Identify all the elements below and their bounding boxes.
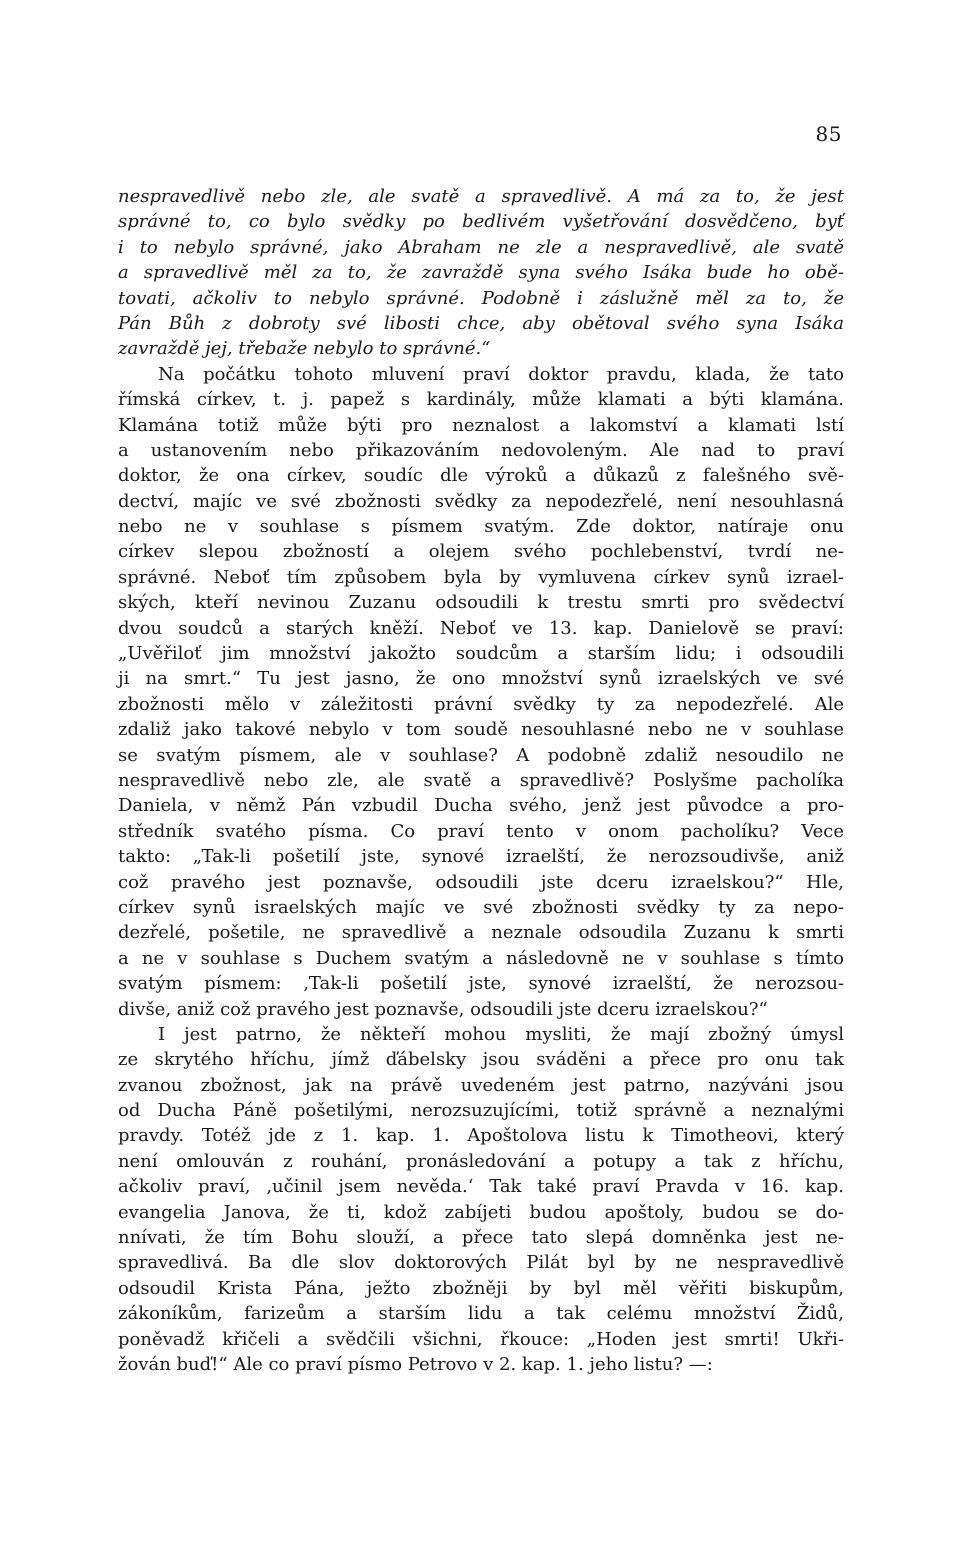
body-text <box>118 184 844 1377</box>
text-line: zavraždě jej, třebaže nebylo to správné.“ <box>118 338 491 360</box>
text-line: zdaliž jako takové nebylo v tom soudě nesouhlasné nebo ne v souhlase <box>118 719 844 741</box>
text-line: a ustanovením nebo přikazováním nedovoleným. Ale nad to praví <box>118 439 844 461</box>
text-line: divše, aniž což pravého jest poznavše, odsoudili jste dceru izraelskou?“ <box>118 998 768 1020</box>
text-line: zvanou zbožnost, jak na právě uvedeném jest patrno, nazýváni jsou <box>118 1074 844 1096</box>
text-line: dvou soudců a starých kněží. Neboť ve 13. kap. Danielově se praví: <box>118 617 844 639</box>
text-line: středník svatého písma. Co praví tento v onom pacholíku? Vece <box>118 820 844 842</box>
text-line: poněvadž křičeli a svědčili všichni, řkouce: „Hoden jest smrti! Ukři- <box>118 1328 844 1350</box>
text-line: zákoníkům, farizeům a starším lidu a tak celému množství Židů, <box>118 1303 844 1325</box>
text-line: žován buď!“ Ale co praví písmo Petrovo v 2. kap. 1. jeho listu? —: <box>118 1353 713 1375</box>
text-line: Na počátku tohoto mluvení praví doktor pravdu, klada, že tato <box>158 363 844 385</box>
text-line: doktor, že ona církev, soudíc dle výroků a důkazů z falešného svě- <box>118 465 844 487</box>
text-line: svatým písmem: ‚Tak-li pošetilí jste, synové izraelští, že nerozsou- <box>118 973 844 995</box>
text-line: pravdy. Totéž jde z 1. kap. 1. Apoštolova listu k Timotheovi, který <box>118 1125 844 1147</box>
text-line: ačkoliv praví, ‚učinil jsem nevěda.‘ Tak také praví Pravda v 16. kap. <box>118 1176 844 1198</box>
page-number: 85 <box>815 122 842 146</box>
text-line: evangelia Janova, že ti, kdož zabíjeti budou apoštoly, budou se do- <box>118 1201 844 1223</box>
text-line: se svatým písmem, ale v souhlase? A podobně zdaliž nesoudilo ne <box>118 744 844 766</box>
text-line: správné. Neboť tím způsobem byla by vymluvena církev synů izrael- <box>118 566 844 588</box>
text-line: od Ducha Páně pošetilými, nerozsuzujícími, totiž správně a neznalými <box>118 1100 844 1122</box>
text-line: tovati, ačkoliv to nebylo správné. Podobně i záslužně měl za to, že <box>118 287 844 309</box>
text-line: římská církev, t. j. papež s kardinály, může klamati a býti klamána. <box>118 389 844 411</box>
text-line: a spravedlivě měl za to, že zavraždě syna svého Isáka bude ho obě- <box>118 262 844 284</box>
text-line: Daniela, v němž Pán vzbudil Ducha svého, jenž jest původce a pro- <box>118 795 844 817</box>
text-line: nespravedlivě nebo zle, ale svatě a spravedlivě? Poslyšme pacholíka <box>118 769 844 791</box>
text-line: ských, kteří nevinou Zuzanu odsoudili k trestu smrti pro svědectví <box>118 592 844 614</box>
text-line: Pán Bůh z dobroty své libosti chce, aby obětoval svého syna Isáka <box>118 312 844 334</box>
text-line: takto: „Tak-li pošetilí jste, synové izraelští, že nerozsoudivše, aniž <box>118 846 844 868</box>
text-line: což pravého jest poznavše, odsoudili jste dceru izraelskou?“ Hle, <box>118 871 844 893</box>
text-line: dezřelé, pošetile, ne spravedlivě a neznale odsoudila Zuzanu k smrti <box>118 922 844 944</box>
text-line: ze skrytého hříchu, jímž ďábelsky jsou sváděni a přece pro onu tak <box>118 1049 844 1071</box>
text-line: i to nebylo správné, jako Abraham ne zle a nespravedlivě, ale svatě <box>118 236 844 258</box>
text-line: Klamána totiž může býti pro neznalost a lakomství a klamati lstí <box>118 414 844 436</box>
text-line: I jest patrno, že někteří mohou mysliti, že mají zbožný úmysl <box>158 1023 844 1045</box>
text-line: ji na smrt.“ Tu jest jasno, že ono množství synů izraelských ve své <box>118 668 844 690</box>
text-line: správné to, co bylo svědky po bedlivém vyšetřování dosvědčeno, byť <box>118 211 844 233</box>
text-line: dectví, majíc ve své zbožnosti svědky za nepodezřelé, není nesouhlasná <box>118 490 844 512</box>
text-line: spravedlivá. Ba dle slov doktorových Pilát byl by ne nespravedlivě <box>118 1252 844 1274</box>
text-line: odsoudil Krista Pána, ježto zbožněji by byl měl věřiti biskupům, <box>118 1277 844 1299</box>
text-line: nnívati, že tím Bohu slouží, a přece tato slepá domněnka jest ne- <box>118 1227 844 1249</box>
text-line: církev slepou zbožností a olejem svého pochlebenství, tvrdí ne- <box>118 541 844 563</box>
text-line: a ne v souhlase s Duchem svatým a následovně ne v souhlase s tímto <box>118 947 844 969</box>
text-line: zbožnosti mělo v záležitosti právní svědky ty za nepodezřelé. Ale <box>118 693 844 715</box>
text-line: „Uvěřiloť jim množství jakožto soudcům a starším lidu; i odsoudili <box>118 643 844 665</box>
text-line: nebo ne v souhlase s písmem svatým. Zde doktor, natíraje onu <box>118 516 844 538</box>
text-line: není omlouván z rouhání, pronásledování a potupy a tak z hříchu, <box>118 1150 844 1172</box>
text-line: církev synů israelských majíc ve své zbožnosti svědky ty za nepo- <box>118 896 844 918</box>
text-line: nespravedlivě nebo zle, ale svatě a spravedlivě. A má za to, že jest <box>118 186 844 207</box>
